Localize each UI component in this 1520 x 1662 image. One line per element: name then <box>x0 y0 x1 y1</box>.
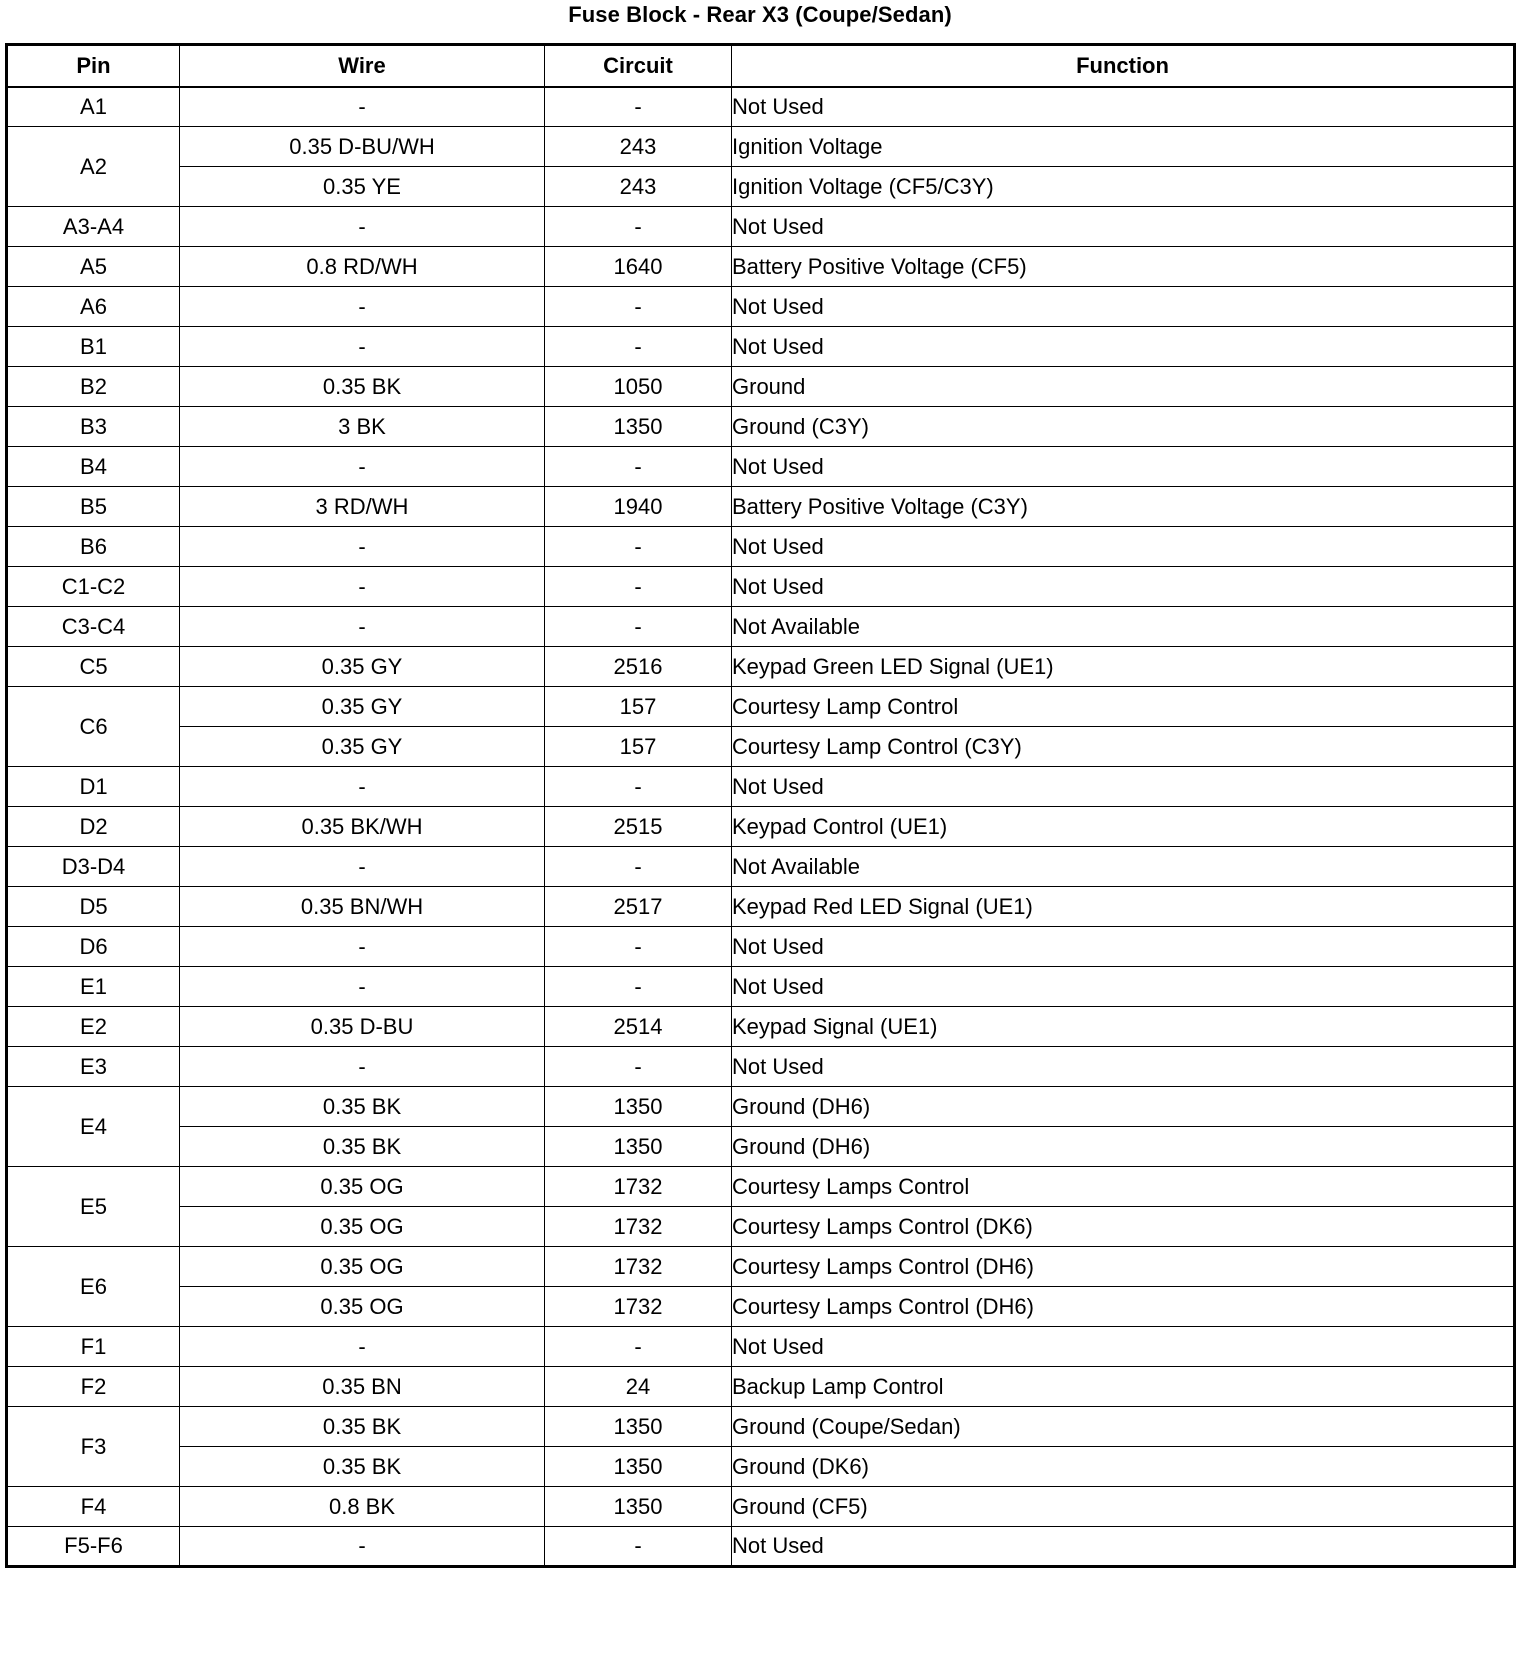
wire-cell: 0.35 BN/WH <box>180 887 545 927</box>
pin-cell: F3 <box>7 1407 180 1487</box>
table-row <box>7 1247 1515 1287</box>
function-cell: Ignition Voltage <box>732 127 1515 167</box>
circuit-cell: - <box>545 207 732 247</box>
pin-cell: D2 <box>7 807 180 847</box>
pin-cell: F1 <box>7 1327 180 1367</box>
function-cell: Not Used <box>732 327 1515 367</box>
pin-cell: D6 <box>7 927 180 967</box>
circuit-cell: - <box>545 607 732 647</box>
wire-cell: 3 BK <box>180 407 545 447</box>
wire-cell: 0.35 BK <box>180 367 545 407</box>
circuit-cell: - <box>545 767 732 807</box>
table-row <box>7 1127 1515 1167</box>
circuit-cell: - <box>545 847 732 887</box>
pin-cell: B6 <box>7 527 180 567</box>
function-cell: Not Used <box>732 767 1515 807</box>
function-cell: Not Used <box>732 927 1515 967</box>
wire-cell: - <box>180 287 545 327</box>
circuit-cell: 243 <box>545 127 732 167</box>
wire-cell: - <box>180 207 545 247</box>
table-row <box>7 767 1515 807</box>
circuit-cell: 1350 <box>545 1087 732 1127</box>
table-row <box>7 87 1515 127</box>
table-row <box>7 1087 1515 1127</box>
table-row <box>7 167 1515 207</box>
circuit-cell: 1640 <box>545 247 732 287</box>
circuit-cell: - <box>545 87 732 127</box>
column-header-pin: Pin <box>7 45 180 87</box>
circuit-cell: 2517 <box>545 887 732 927</box>
wire-cell: - <box>180 1327 545 1367</box>
circuit-cell: 243 <box>545 167 732 207</box>
function-cell: Not Used <box>732 287 1515 327</box>
table-row <box>7 607 1515 647</box>
function-cell: Not Used <box>732 1047 1515 1087</box>
pin-cell: A2 <box>7 127 180 207</box>
function-cell: Courtesy Lamps Control (DH6) <box>732 1247 1515 1287</box>
pin-cell: D5 <box>7 887 180 927</box>
table-row <box>7 1207 1515 1247</box>
circuit-cell: 1050 <box>545 367 732 407</box>
circuit-cell: - <box>545 447 732 487</box>
table-row <box>7 207 1515 247</box>
function-cell: Not Used <box>732 1327 1515 1367</box>
table-row <box>7 527 1515 567</box>
circuit-cell: 1732 <box>545 1287 732 1327</box>
circuit-cell: - <box>545 1527 732 1567</box>
table-row <box>7 727 1515 767</box>
wire-cell: - <box>180 527 545 567</box>
wire-cell: - <box>180 967 545 1007</box>
circuit-cell: - <box>545 1047 732 1087</box>
wire-cell: 0.35 OG <box>180 1247 545 1287</box>
wire-cell: - <box>180 1527 545 1567</box>
function-cell: Backup Lamp Control <box>732 1367 1515 1407</box>
circuit-cell: 24 <box>545 1367 732 1407</box>
circuit-cell: 1350 <box>545 1447 732 1487</box>
wire-cell: 0.35 BK/WH <box>180 807 545 847</box>
wire-cell: 0.35 GY <box>180 727 545 767</box>
function-cell: Ground <box>732 367 1515 407</box>
wire-cell: 0.8 BK <box>180 1487 545 1527</box>
function-cell: Courtesy Lamp Control (C3Y) <box>732 727 1515 767</box>
circuit-cell: 1732 <box>545 1167 732 1207</box>
table-row <box>7 487 1515 527</box>
wire-cell: - <box>180 847 545 887</box>
pin-cell: D3-D4 <box>7 847 180 887</box>
table-row <box>7 1167 1515 1207</box>
pin-cell: C1-C2 <box>7 567 180 607</box>
table-row <box>7 367 1515 407</box>
table-row <box>7 887 1515 927</box>
wire-cell: - <box>180 767 545 807</box>
table-row <box>7 1527 1515 1567</box>
function-cell: Not Used <box>732 527 1515 567</box>
wire-cell: 0.35 D-BU/WH <box>180 127 545 167</box>
function-cell: Ground (CF5) <box>732 1487 1515 1527</box>
column-header-circuit: Circuit <box>545 45 732 87</box>
table-row <box>7 407 1515 447</box>
table-row <box>7 967 1515 1007</box>
wire-cell: 0.35 BK <box>180 1127 545 1167</box>
table-row <box>7 1047 1515 1087</box>
circuit-cell: 2514 <box>545 1007 732 1047</box>
function-cell: Battery Positive Voltage (C3Y) <box>732 487 1515 527</box>
pin-cell: E3 <box>7 1047 180 1087</box>
circuit-cell: - <box>545 927 732 967</box>
pin-cell: A3-A4 <box>7 207 180 247</box>
circuit-cell: - <box>545 327 732 367</box>
circuit-cell: 1350 <box>545 1487 732 1527</box>
function-cell: Battery Positive Voltage (CF5) <box>732 247 1515 287</box>
circuit-cell: 1350 <box>545 1407 732 1447</box>
pin-cell: E4 <box>7 1087 180 1167</box>
pin-cell: B2 <box>7 367 180 407</box>
wire-cell: - <box>180 87 545 127</box>
pin-cell: A6 <box>7 287 180 327</box>
wire-cell: 0.35 GY <box>180 647 545 687</box>
table-row <box>7 807 1515 847</box>
table-row <box>7 927 1515 967</box>
function-cell: Not Used <box>732 1527 1515 1567</box>
circuit-cell: 1732 <box>545 1207 732 1247</box>
function-cell: Ignition Voltage (CF5/C3Y) <box>732 167 1515 207</box>
column-header-function: Function <box>732 45 1515 87</box>
pin-table <box>5 43 1516 1568</box>
pin-cell: E2 <box>7 1007 180 1047</box>
pin-cell: F2 <box>7 1367 180 1407</box>
table-row <box>7 1367 1515 1407</box>
table-row <box>7 1487 1515 1527</box>
table-row <box>7 1007 1515 1047</box>
table-row <box>7 1287 1515 1327</box>
pin-cell: B3 <box>7 407 180 447</box>
pin-cell: D1 <box>7 767 180 807</box>
function-cell: Courtesy Lamps Control (DK6) <box>732 1207 1515 1247</box>
circuit-cell: 2516 <box>545 647 732 687</box>
page-title: Fuse Block - Rear X3 (Coupe/Sedan) <box>568 2 952 27</box>
circuit-cell: 157 <box>545 687 732 727</box>
wire-cell: 0.8 RD/WH <box>180 247 545 287</box>
table-row <box>7 247 1515 287</box>
pin-cell: F5-F6 <box>7 1527 180 1567</box>
function-cell: Keypad Signal (UE1) <box>732 1007 1515 1047</box>
function-cell: Courtesy Lamps Control <box>732 1167 1515 1207</box>
pin-cell: E1 <box>7 967 180 1007</box>
function-cell: Not Used <box>732 447 1515 487</box>
function-cell: Keypad Red LED Signal (UE1) <box>732 887 1515 927</box>
function-cell: Not Used <box>732 87 1515 127</box>
circuit-cell: 157 <box>545 727 732 767</box>
wire-cell: 0.35 D-BU <box>180 1007 545 1047</box>
circuit-cell: - <box>545 567 732 607</box>
table-row <box>7 127 1515 167</box>
table-row <box>7 327 1515 367</box>
pin-cell: E6 <box>7 1247 180 1327</box>
circuit-cell: - <box>545 1327 732 1367</box>
function-cell: Not Used <box>732 207 1515 247</box>
wire-cell: 3 RD/WH <box>180 487 545 527</box>
wire-cell: - <box>180 927 545 967</box>
pin-cell: B4 <box>7 447 180 487</box>
pin-cell: B1 <box>7 327 180 367</box>
function-cell: Ground (DH6) <box>732 1087 1515 1127</box>
pin-cell: C3-C4 <box>7 607 180 647</box>
wire-cell: - <box>180 567 545 607</box>
column-header-wire: Wire <box>180 45 545 87</box>
pin-table-body <box>7 87 1515 1567</box>
pin-cell: C5 <box>7 647 180 687</box>
pin-cell: B5 <box>7 487 180 527</box>
function-cell: Not Used <box>732 967 1515 1007</box>
circuit-cell: - <box>545 287 732 327</box>
pin-cell: E5 <box>7 1167 180 1247</box>
function-cell: Courtesy Lamps Control (DH6) <box>732 1287 1515 1327</box>
table-row <box>7 1327 1515 1367</box>
wire-cell: 0.35 BK <box>180 1087 545 1127</box>
function-cell: Not Available <box>732 847 1515 887</box>
wire-cell: 0.35 OG <box>180 1287 545 1327</box>
wire-cell: 0.35 GY <box>180 687 545 727</box>
function-cell: Keypad Green LED Signal (UE1) <box>732 647 1515 687</box>
circuit-cell: 1350 <box>545 1127 732 1167</box>
wire-cell: - <box>180 327 545 367</box>
wire-cell: 0.35 OG <box>180 1167 545 1207</box>
function-cell: Ground (C3Y) <box>732 407 1515 447</box>
wire-cell: 0.35 BN <box>180 1367 545 1407</box>
circuit-cell: - <box>545 527 732 567</box>
function-cell: Courtesy Lamp Control <box>732 687 1515 727</box>
wire-cell: 0.35 BK <box>180 1407 545 1447</box>
function-cell: Not Available <box>732 607 1515 647</box>
wire-cell: 0.35 OG <box>180 1207 545 1247</box>
function-cell: Keypad Control (UE1) <box>732 807 1515 847</box>
table-row <box>7 287 1515 327</box>
circuit-cell: 1350 <box>545 407 732 447</box>
function-cell: Ground (DH6) <box>732 1127 1515 1167</box>
function-cell: Not Used <box>732 567 1515 607</box>
table-row <box>7 447 1515 487</box>
function-cell: Ground (DK6) <box>732 1447 1515 1487</box>
function-cell: Ground (Coupe/Sedan) <box>732 1407 1515 1447</box>
wire-cell: 0.35 YE <box>180 167 545 207</box>
circuit-cell: 1940 <box>545 487 732 527</box>
wire-cell: - <box>180 1047 545 1087</box>
table-row <box>7 1447 1515 1487</box>
circuit-cell: - <box>545 967 732 1007</box>
pin-cell: A1 <box>7 87 180 127</box>
circuit-cell: 1732 <box>545 1247 732 1287</box>
pin-cell: A5 <box>7 247 180 287</box>
table-row <box>7 647 1515 687</box>
table-row <box>7 567 1515 607</box>
circuit-cell: 2515 <box>545 807 732 847</box>
table-row <box>7 847 1515 887</box>
header-row <box>7 45 1515 87</box>
wire-cell: - <box>180 447 545 487</box>
wire-cell: 0.35 BK <box>180 1447 545 1487</box>
table-row <box>7 1407 1515 1447</box>
wire-cell: - <box>180 607 545 647</box>
pin-cell: F4 <box>7 1487 180 1527</box>
table-row <box>7 687 1515 727</box>
pin-cell: C6 <box>7 687 180 767</box>
